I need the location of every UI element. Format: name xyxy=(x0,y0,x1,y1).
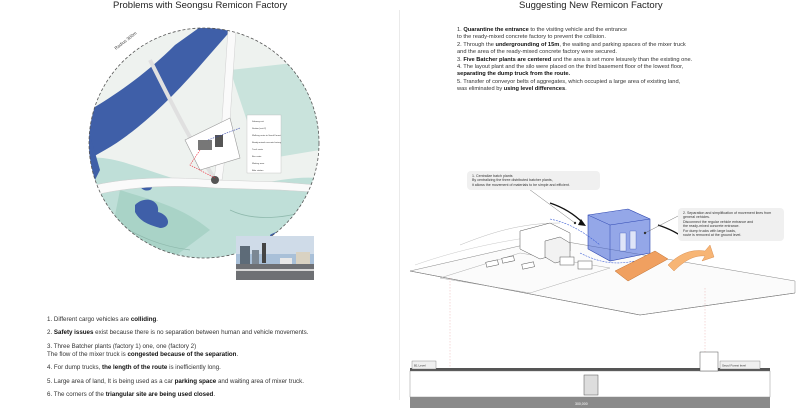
suggestion-line: to the ready-mixed concrete factory to prevent the collision. xyxy=(457,34,606,41)
callout-dot xyxy=(644,232,646,234)
callout-text: route is removed at the ground level. xyxy=(683,233,742,238)
site-map xyxy=(0,0,400,310)
legend-item: Subway exit xyxy=(252,121,264,123)
suggestion-line: 1. Quarantine the entrance to the visiting vehicle and the entrance xyxy=(457,27,628,33)
legend-item: Truck route xyxy=(252,149,263,151)
legend-item: Ready-mixed concrete factory xyxy=(252,142,282,144)
legend-item: Walking route to Seoul Forest xyxy=(252,135,281,137)
callout-text: For dump trucks with large loads, xyxy=(683,228,736,233)
problems-list xyxy=(47,317,392,406)
suggestion-line: and the area of the ready-mixed concrete factory were secured. xyxy=(457,49,617,56)
section-silo xyxy=(584,375,598,395)
centralized-batch-plant-volume xyxy=(588,209,650,261)
callout-text: By centralizing the three distributed batcher plants, xyxy=(472,178,553,183)
mixer-truck xyxy=(560,257,574,265)
problem-item: 3. Three Batcher plants (factory 1) one, one (factory 2) xyxy=(47,342,197,350)
suggestions-list xyxy=(457,27,777,94)
legend-item: Waiting area xyxy=(252,163,265,165)
section-right-label: Seoul Forest level xyxy=(722,363,747,368)
callout-text: Disconnect the regular vehicle entrance and xyxy=(683,219,754,224)
problem-item: 5. Large area of land, It is being used as a car parking space and waiting area of mixer truck. xyxy=(47,377,304,385)
legend-item: Bus route xyxy=(252,156,262,158)
suggestion-line: was eliminated by using level differences. xyxy=(457,86,567,93)
suggestions-title: Suggesting New Remicon Factory xyxy=(519,0,663,11)
callout-dot xyxy=(574,222,576,224)
callout-title: 1. Centralize batch plants xyxy=(472,174,513,178)
callout-centralize-batch-plants xyxy=(467,171,600,190)
legend-item: Station (exit 2) xyxy=(252,128,267,130)
roundabout xyxy=(211,176,219,184)
callout-title: 2. Separation and simplification of movement lines from general vehicles. xyxy=(683,211,772,220)
section-foundation xyxy=(410,397,770,408)
section-dimension: 300,000 xyxy=(575,402,588,406)
radius-label: Radius 300m xyxy=(113,30,138,51)
problem-item: 1. Different cargo vehicles are colliding. xyxy=(47,316,158,323)
suggestion-line: 4. The layout plant and the silo were placed on the third basement floor of the lowest floor, xyxy=(457,64,684,71)
problem-item: 2. Safety issues exist because there is no separation between human and vehicle movements. xyxy=(47,329,309,337)
mixer-truck xyxy=(578,261,592,269)
section-building xyxy=(700,352,718,371)
factory-building xyxy=(198,140,212,150)
problem-item: 6. The corners of the triangular site are being used closed. xyxy=(47,391,216,399)
suggestion-line: separating the dump truck from the route. xyxy=(457,71,571,78)
suggestion-line: 2. Through the undergrounding of 15m, the waiting and parking spaces of the mixer truck xyxy=(457,41,686,48)
suggestion-line: 3. Five Batcher plants are centered and the area is set more leisurely than the existing one. xyxy=(457,56,693,63)
axonometric-diagram xyxy=(400,153,800,408)
suggestion-line: 5. Transfer of conveyor belts of aggregates, which occupied a large area of existing land, xyxy=(457,78,681,85)
callout-separation-movement xyxy=(678,208,784,241)
legend-item: Bike station xyxy=(252,170,264,172)
site-photo xyxy=(236,236,314,280)
silo xyxy=(620,233,626,251)
problem-item: 4. For dump trucks, the length of the route is inefficiently long. xyxy=(47,364,221,372)
problem-item: The flow of the mixer truck is congested because of the separation. xyxy=(47,350,239,358)
section-left-label: B1 Level xyxy=(414,363,426,368)
site-section xyxy=(410,352,770,408)
callout-text: the ready-mixed concrete entrance. xyxy=(683,224,740,229)
callout-text: it allows the movement of materials to be simple and efficient. xyxy=(472,182,570,187)
silo xyxy=(630,231,636,249)
problems-title: Problems with Seongsu Remicon Factory xyxy=(113,0,288,11)
